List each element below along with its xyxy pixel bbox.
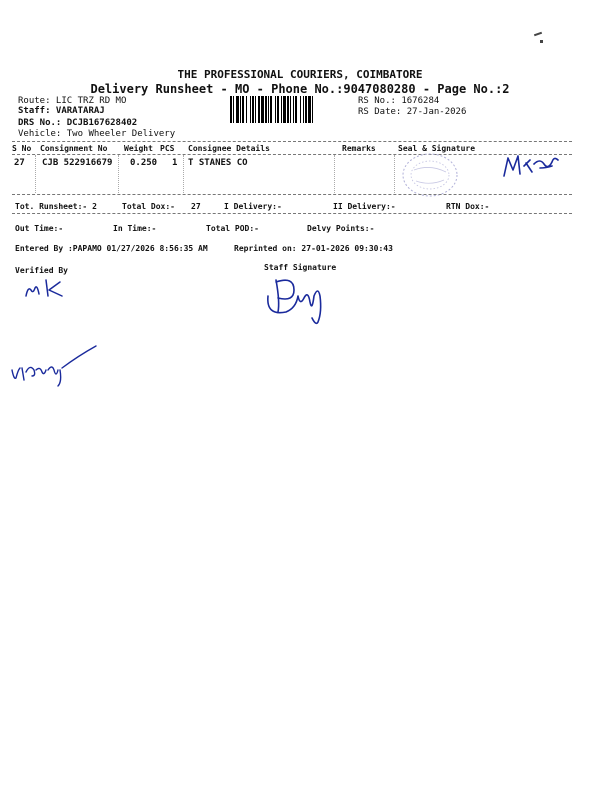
verifier-initials (22, 274, 72, 302)
column-divider (334, 155, 335, 193)
staff-signature (264, 272, 330, 326)
col-remarks: Remarks (342, 144, 376, 153)
divider (12, 154, 572, 155)
rs-date: RS Date: 27-Jan-2026 (358, 107, 467, 117)
divider (12, 213, 572, 214)
row-weight: 0.250 (130, 158, 158, 168)
out-time: Out Time:- (15, 224, 64, 233)
row-sno: 27 (14, 158, 25, 168)
route-text: Route: LIC TRZ RD MO (18, 96, 127, 106)
column-divider (394, 155, 395, 193)
total-dox-value: 27 (191, 202, 201, 211)
col-consignee: Consignee Details (188, 144, 270, 153)
col-consignment: Consignment No (40, 144, 108, 153)
drs-number: DRS No.: DCJB167628402 (18, 118, 138, 128)
vehicle-text: Vehicle: Two Wheeler Delivery (18, 129, 176, 139)
col-sno: S No (12, 144, 32, 153)
company-title: THE PROFESSIONAL COURIERS, COIMBATORE (177, 68, 423, 81)
rtn-dox: RTN Dox:- (446, 202, 490, 211)
handwritten-note (8, 340, 100, 388)
delvy-points: Delvy Points:- (307, 224, 375, 233)
column-divider (183, 155, 184, 193)
row-consignment: CJB 522916679 (42, 158, 113, 168)
total-dox-label: Total Dox:- (122, 202, 175, 211)
scan-speck (534, 32, 542, 37)
courier-stamp (400, 150, 460, 200)
entered-by: Entered By :PAPAMO 01/27/2026 8:56:35 AM (15, 244, 208, 253)
staff-text: Staff: VARATARAJ (18, 106, 105, 116)
verified-by-label: Verified By (15, 266, 68, 275)
column-divider (35, 155, 36, 193)
col-seal: Seal & Signature (398, 144, 476, 153)
column-divider (118, 155, 119, 193)
rs-number: RS No.: 1676284 (358, 96, 440, 106)
barcode (229, 96, 355, 123)
ii-delivery: II Delivery:- (333, 202, 396, 211)
in-time: In Time:- (113, 224, 157, 233)
row-consignee: T STANES CO (188, 158, 248, 168)
runsheet-subtitle: Delivery Runsheet - MO - Phone No.:9047080280 - Page No.:2 (90, 82, 510, 96)
divider (12, 194, 572, 195)
seal-signature (500, 150, 562, 180)
reprinted-on: Reprinted on: 27-01-2026 09:30:43 (234, 244, 393, 253)
col-weight: Weight (124, 144, 153, 153)
col-pcs: PCS (160, 144, 175, 153)
row-pcs: 1 (172, 158, 178, 168)
scan-speck (540, 40, 543, 43)
tot-runsheet: Tot. Runsheet:- 2 (15, 202, 97, 211)
i-delivery: I Delivery:- (224, 202, 282, 211)
staff-signature-label: Staff Signature (264, 263, 337, 272)
divider (12, 141, 572, 142)
total-pod: Total POD:- (206, 224, 259, 233)
